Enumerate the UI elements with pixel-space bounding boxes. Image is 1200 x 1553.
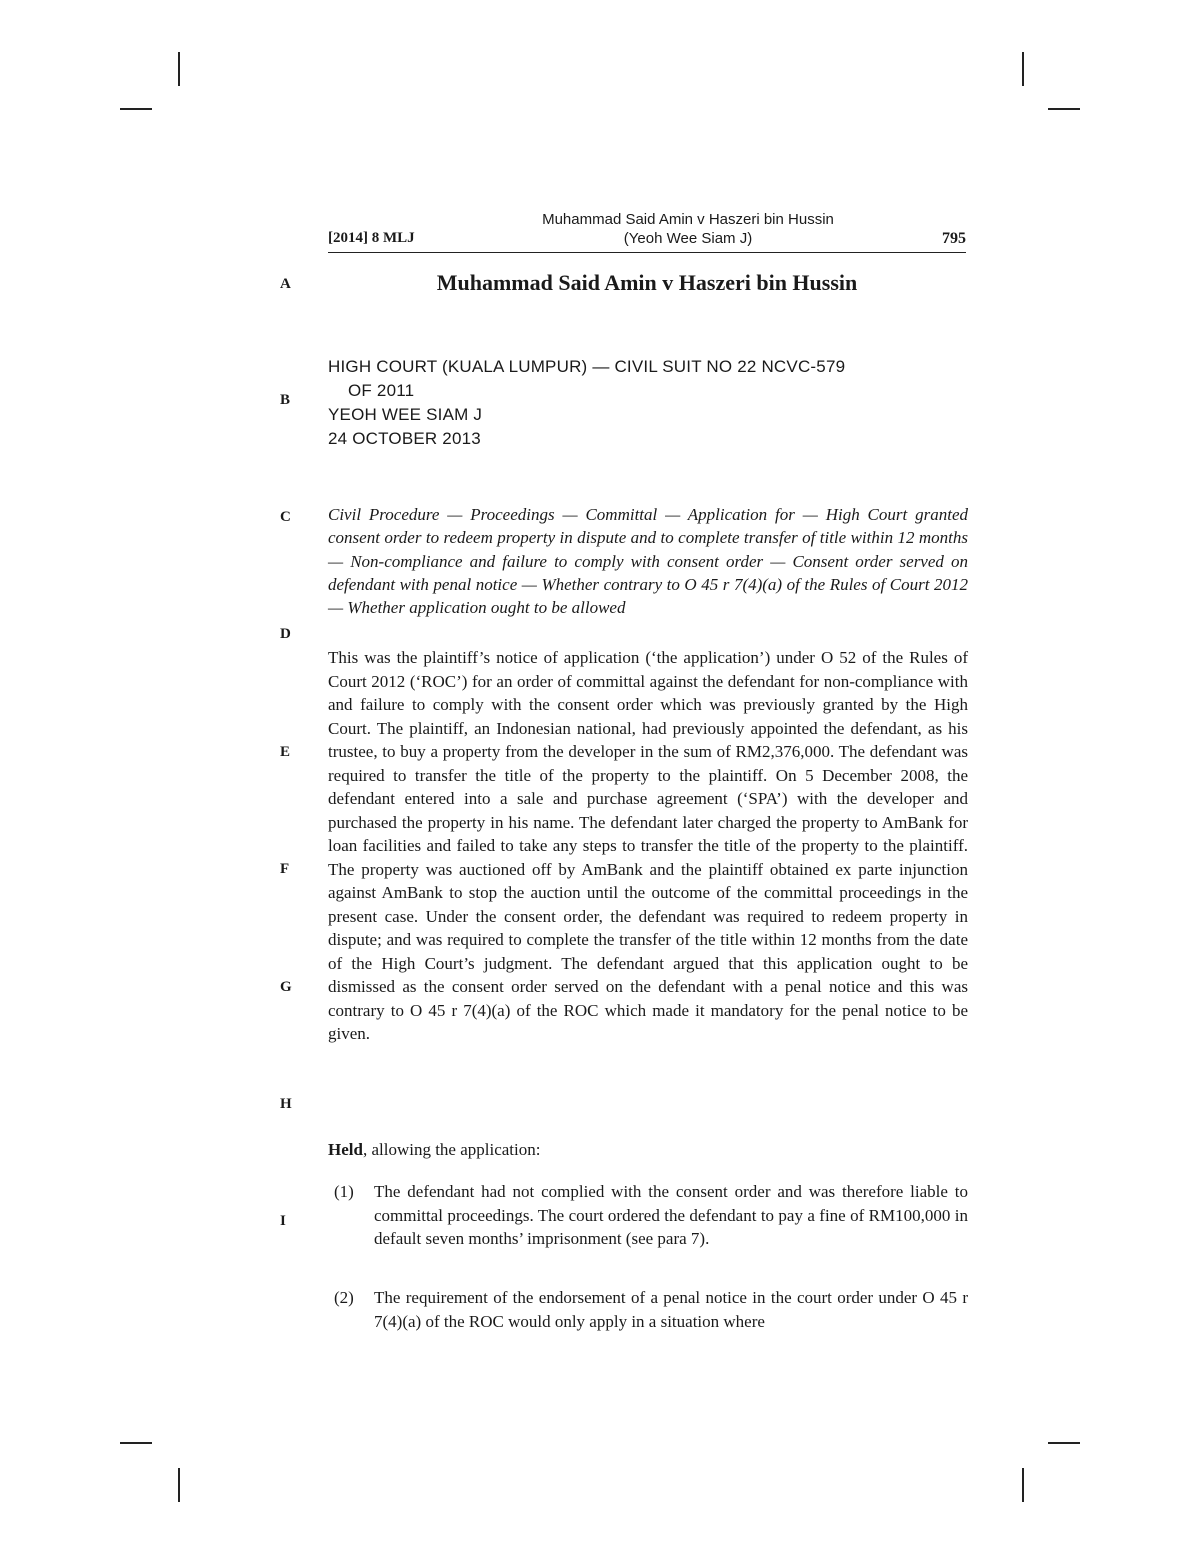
- margin-letter: C: [280, 509, 291, 525]
- running-title-block: [498, 210, 878, 248]
- margin-letter: B: [280, 392, 291, 408]
- crop-mark: [178, 1468, 180, 1502]
- holding-item: [328, 1180, 968, 1251]
- crop-mark: [1048, 1442, 1080, 1444]
- citation: [2014] 8 MLJ: [328, 230, 415, 246]
- margin-letter: E: [280, 744, 291, 760]
- margin-letter: D: [280, 626, 291, 642]
- held-rest: , allowing the application:: [362, 1140, 541, 1159]
- court-line-2: OF 2011: [348, 381, 415, 400]
- header-rule: [328, 252, 966, 253]
- running-head: [328, 210, 966, 254]
- crop-mark: [178, 52, 180, 86]
- running-judge: (Yeoh Wee Siam J): [623, 230, 753, 247]
- page-number: 795: [942, 230, 966, 247]
- margin-letter: H: [280, 1096, 292, 1112]
- holding-number: (1): [334, 1182, 354, 1201]
- judge-name: YEOH WEE SIAM J: [328, 405, 483, 424]
- case-summary: This was the plaintiff’s notice of application (‘the application’) under O 52 of the Rules of Court 2012 (‘ROC’) for an order of committal against the defendant for non-compliance with and failure to comply with the consent order which was previously granted by the High Court. The plaintiff, an Indonesian national, had previously appointed the defendant, as his trustee, to buy a property from the developer in the sum of RM2,376,000. The defendant was required to transfer the title of the property to the plaintiff. On 5 December 2008, the defendant entered into a sale and purchase agreement (‘SPA’) with the developer and purchased the property in his name. The defendant later charged the property to AmBank for loan facilities and failed to take any steps to transfer the title of the property to the plaintiff. The property was auctioned off by AmBank and the plaintiff obtained ex parte injunction against AmBank to stop the auction until the outcome of the committal proceedings in the present case. Under the consent order, the defendant was required to redeem property in dispute; and was required to complete the transfer of the title within 12 months from the date of the High Court’s judgment. The defendant argued that this application ought to be dismissed as the consent order served on the defendant with a penal notice and this was contrary to O 45 r 7(4)(a) of the ROC which made it mandatory for the penal notice to be given.: [328, 648, 968, 1043]
- running-title: Muhammad Said Amin v Haszeri bin Hussin: [542, 211, 834, 228]
- holding-text: The requirement of the endorsement of a penal notice in the court order under O 45 r 7(4)(a) of the ROC would only apply in a situation where: [374, 1288, 968, 1331]
- margin-letter: G: [280, 979, 292, 995]
- margin-letter: F: [280, 861, 290, 877]
- court-line-1: HIGH COURT (KUALA LUMPUR) — CIVIL SUIT NO 22 NCVC-579: [328, 357, 846, 376]
- held-line: [328, 1140, 968, 1160]
- case-title: Muhammad Said Amin v Haszeri bin Hussin: [436, 270, 858, 295]
- crop-mark: [1048, 108, 1080, 110]
- decision-date: 24 OCTOBER 2013: [328, 429, 481, 448]
- catchwords: Civil Procedure — Proceedings — Committal — Application for — High Court granted consent order to redeem property in dispute and to complete transfer of title within 12 months — Non-compliance and failure to comply with consent order — Consent order served on defendant with penal notice — Whether contrary to O 45 r 7(4)(a) of the Rules of Court 2012 — Whether application ought to be allowed: [328, 505, 968, 618]
- court-details: [328, 355, 968, 451]
- crop-mark: [1022, 1468, 1024, 1502]
- holding-text: The defendant had not complied with the consent order and was therefore liable to committal proceedings. The court ordered the defendant to pay a fine of RM100,000 in default seven months’ imprisonment (see para 7).: [374, 1182, 968, 1248]
- held-label: Held: [328, 1140, 363, 1159]
- margin-letter: A: [280, 276, 291, 292]
- crop-mark: [1022, 52, 1024, 86]
- holding-item: [328, 1286, 968, 1333]
- crop-mark: [120, 1442, 152, 1444]
- margin-letter: I: [280, 1213, 286, 1229]
- crop-mark: [120, 108, 152, 110]
- holding-number: (2): [334, 1288, 354, 1307]
